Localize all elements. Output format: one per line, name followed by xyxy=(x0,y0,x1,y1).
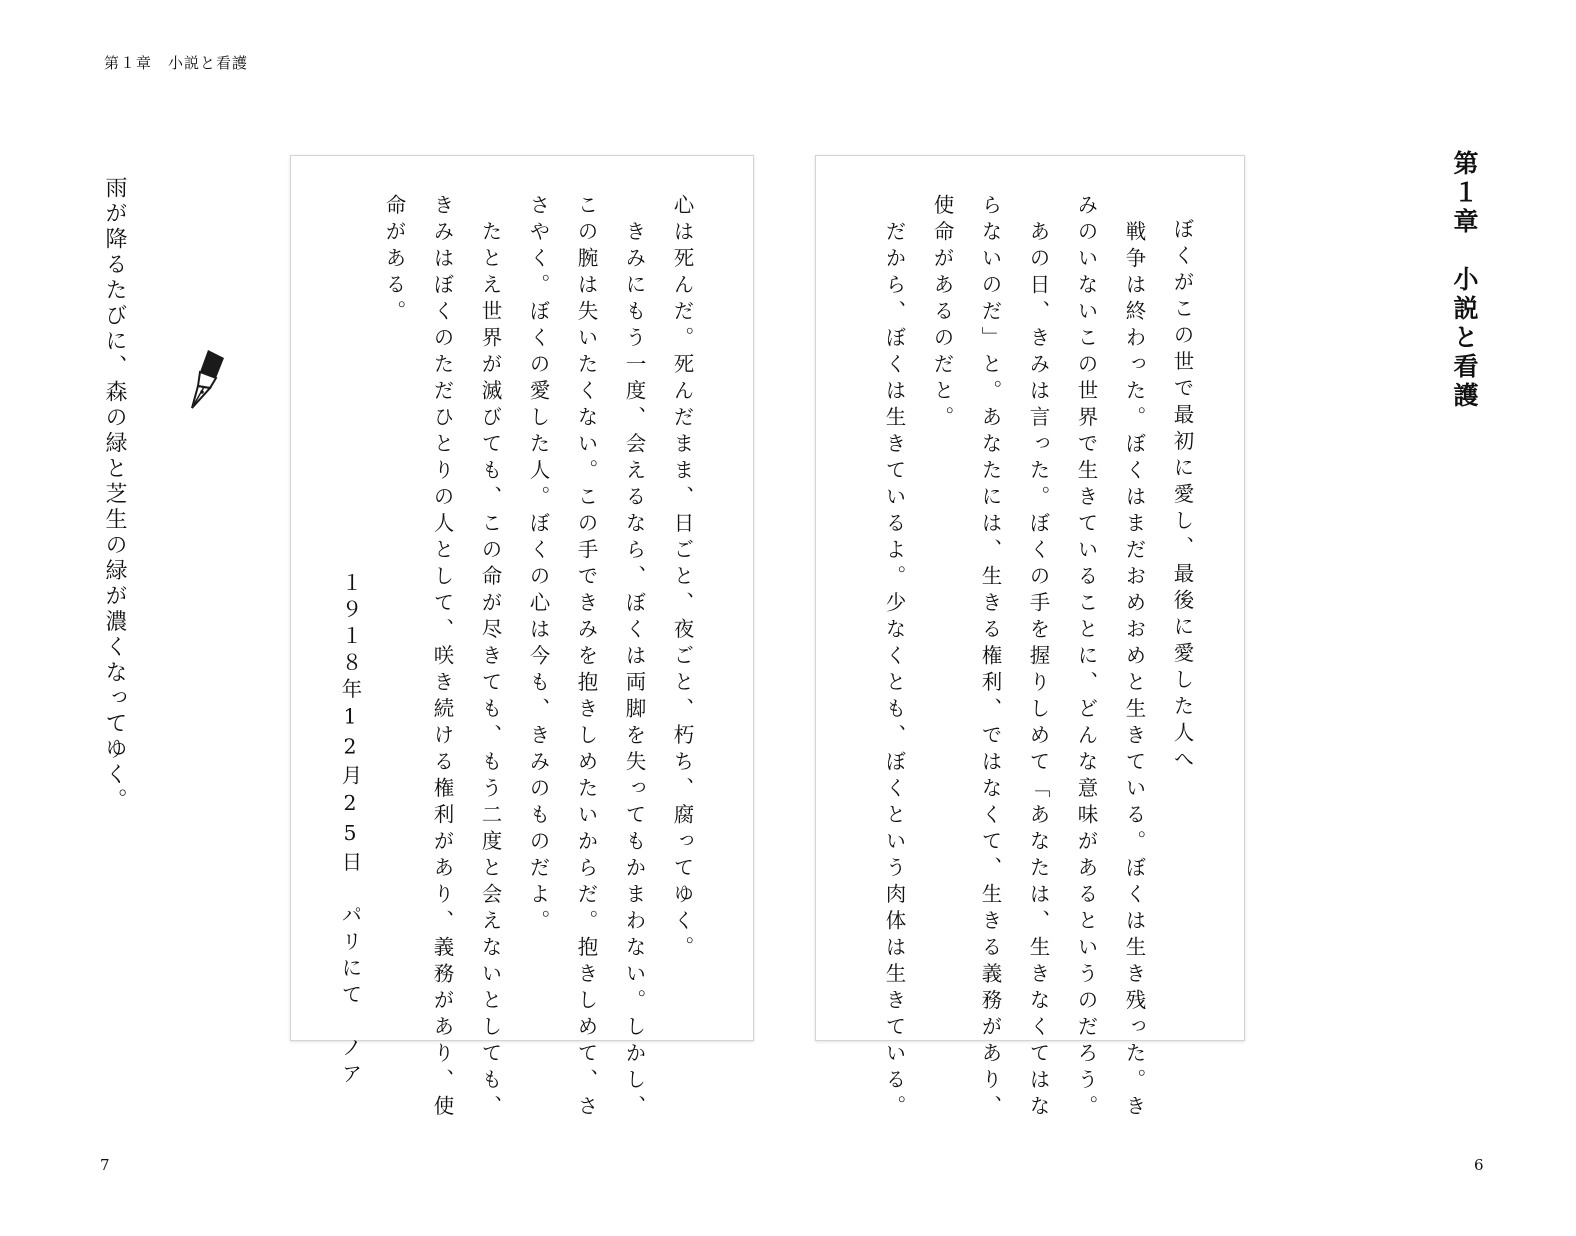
letter-line: みのいないこの世界で生きていることに、どんな意味があるというのだろう。 xyxy=(1074,194,1098,1122)
letter-line: だから、ぼくは生きているよ。少なくとも、ぼくという肉体は生きている。 xyxy=(882,194,906,1122)
letter-line: 使命があるのだと。 xyxy=(930,194,954,433)
letter-line: 戦争は終わった。ぼくはまだおめおめと生きている。ぼくは生き残った。き xyxy=(1122,194,1146,1122)
running-head: 第１章 小説と看護 xyxy=(104,54,249,72)
letter-line: この腕は失いたくない。この手できみを抱きしめたいからだ。抱きしめて、さ xyxy=(574,194,598,1122)
page-number-left: 7 xyxy=(100,1156,110,1174)
page-number-right: 6 xyxy=(1474,1156,1484,1174)
fountain-pen-nib-icon xyxy=(178,346,230,412)
letter-line: きみにもう一度、会えるなら、ぼくは両脚を失ってもかまわない。しかし、 xyxy=(622,194,646,1122)
letter-line: さやく。ぼくの愛した人。ぼくの心は今も、きみのものだよ。 xyxy=(526,194,550,936)
letter-line: 心は死んだ。死んだまま、日ごと、夜ごと、朽ち、腐ってゆく。 xyxy=(670,194,694,963)
letter-line: たとえ世界が滅びても、この命が尽きても、もう二度と会えないとしても、 xyxy=(478,194,502,1122)
side-text: 雨が降るたびに、森の緑と芝生の緑が濃くなってゆく。 xyxy=(102,176,127,814)
letter-line: ぼくがこの世で最初に愛し、最後に愛した人へ xyxy=(1170,218,1194,775)
letter-line: あの日、きみは言った。ぼくの手を握りしめて「あなたは、生きなくてはな xyxy=(1026,194,1050,1122)
chapter-title: 第１章 小説と看護 xyxy=(1450,150,1479,411)
letter-line: きみはぼくのただひとりの人として、咲き続ける権利があり、義務があり、使 xyxy=(430,194,454,1122)
letter-line: らないのだ」と。あなたには、生きる権利、ではなくて、生きる義務があり、 xyxy=(978,194,1002,1122)
letter-signature: １９１８年12月25日 パリにて ノア xyxy=(338,572,362,1090)
letter-line: 命がある。 xyxy=(382,194,406,327)
